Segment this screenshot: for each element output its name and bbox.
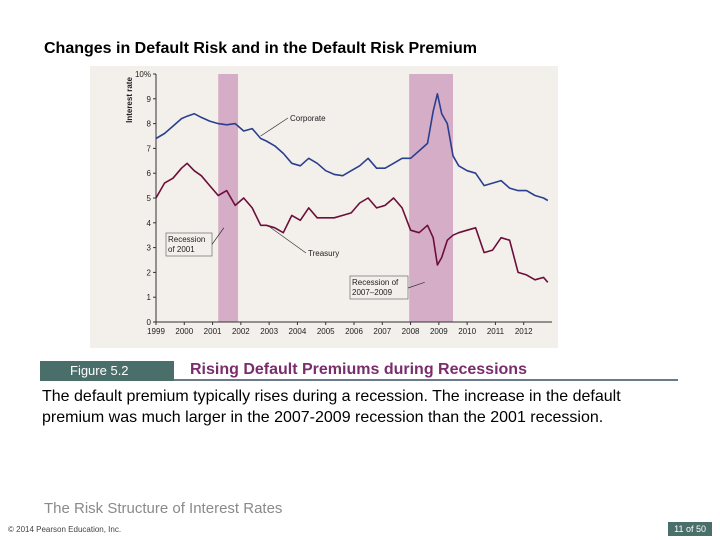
- figure-title: Rising Default Premiums during Recessions: [190, 361, 527, 378]
- series-line-treasury: [156, 163, 548, 282]
- x-tick-label: 2006: [345, 327, 363, 336]
- recession-band-2: [409, 74, 453, 322]
- x-tick-label: 2007: [373, 327, 392, 336]
- footer-topic: The Risk Structure of Interest Rates: [44, 500, 283, 517]
- slide-title: Changes in Default Risk and in the Default Risk Premium: [44, 40, 477, 57]
- y-tick-label: 9: [146, 94, 151, 104]
- annotation-recession-2007-2009-text: 2007–2009: [352, 288, 393, 297]
- x-tick-label: 2012: [514, 327, 533, 336]
- y-tick-label: 5: [146, 194, 151, 203]
- annotation-recession-2007-2009-text: Recession of: [352, 278, 399, 287]
- annotation-recession-2001-text: Recession: [168, 235, 206, 244]
- y-tick-label: 6: [146, 169, 151, 179]
- page-number: 11 of 50: [668, 522, 712, 536]
- y-axis-label: Interest rate: [125, 77, 134, 123]
- figure-caption: The default premium typically rises during a recession. The increase in the default premium was much larger in the 2007-2009 recession than the 2001 recession.: [42, 388, 621, 426]
- y-tick-label: 8: [146, 119, 151, 129]
- y-tick-label: 10%: [134, 70, 151, 79]
- annotation-corporate-text: Corporate: [290, 114, 326, 123]
- x-tick-label: 2005: [316, 327, 335, 336]
- copyright-notice: © 2014 Pearson Education, Inc.: [8, 525, 122, 534]
- y-tick-label: 1: [146, 293, 151, 303]
- x-tick-label: 1999: [147, 327, 165, 336]
- x-tick-label: 2001: [203, 327, 222, 336]
- x-tick-label: 2000: [175, 327, 194, 336]
- x-tick-label: 2003: [260, 327, 279, 336]
- chart-panel: [90, 66, 558, 348]
- annotation-treasury-leader: [269, 227, 306, 253]
- figure-label: Figure 5.2: [40, 361, 174, 381]
- x-tick-label: 2011: [486, 327, 505, 336]
- annotation-recession-2001-text: of 2001: [168, 245, 195, 254]
- x-tick-label: 2004: [288, 327, 307, 336]
- y-tick-label: 3: [146, 243, 151, 253]
- y-tick-label: 0: [146, 318, 151, 327]
- x-tick-label: 2009: [429, 327, 448, 336]
- annotation-treasury-text: Treasury: [308, 249, 340, 258]
- annotation-corporate-leader: [261, 118, 288, 136]
- x-tick-label: 2008: [401, 327, 420, 336]
- x-tick-label: 2010: [458, 327, 477, 336]
- y-tick-label: 2: [146, 268, 151, 278]
- interest-rate-chart: [90, 66, 558, 348]
- figure-header: [40, 361, 678, 381]
- chart-annotations: [166, 114, 425, 299]
- chart-series: [156, 94, 548, 282]
- x-tick-label: 2002: [231, 327, 250, 336]
- chart-axes: [125, 70, 552, 336]
- y-tick-label: 7: [146, 144, 151, 154]
- y-tick-label: 4: [146, 218, 151, 228]
- series-line-corporate: [156, 94, 548, 201]
- recession-band-1: [218, 74, 238, 322]
